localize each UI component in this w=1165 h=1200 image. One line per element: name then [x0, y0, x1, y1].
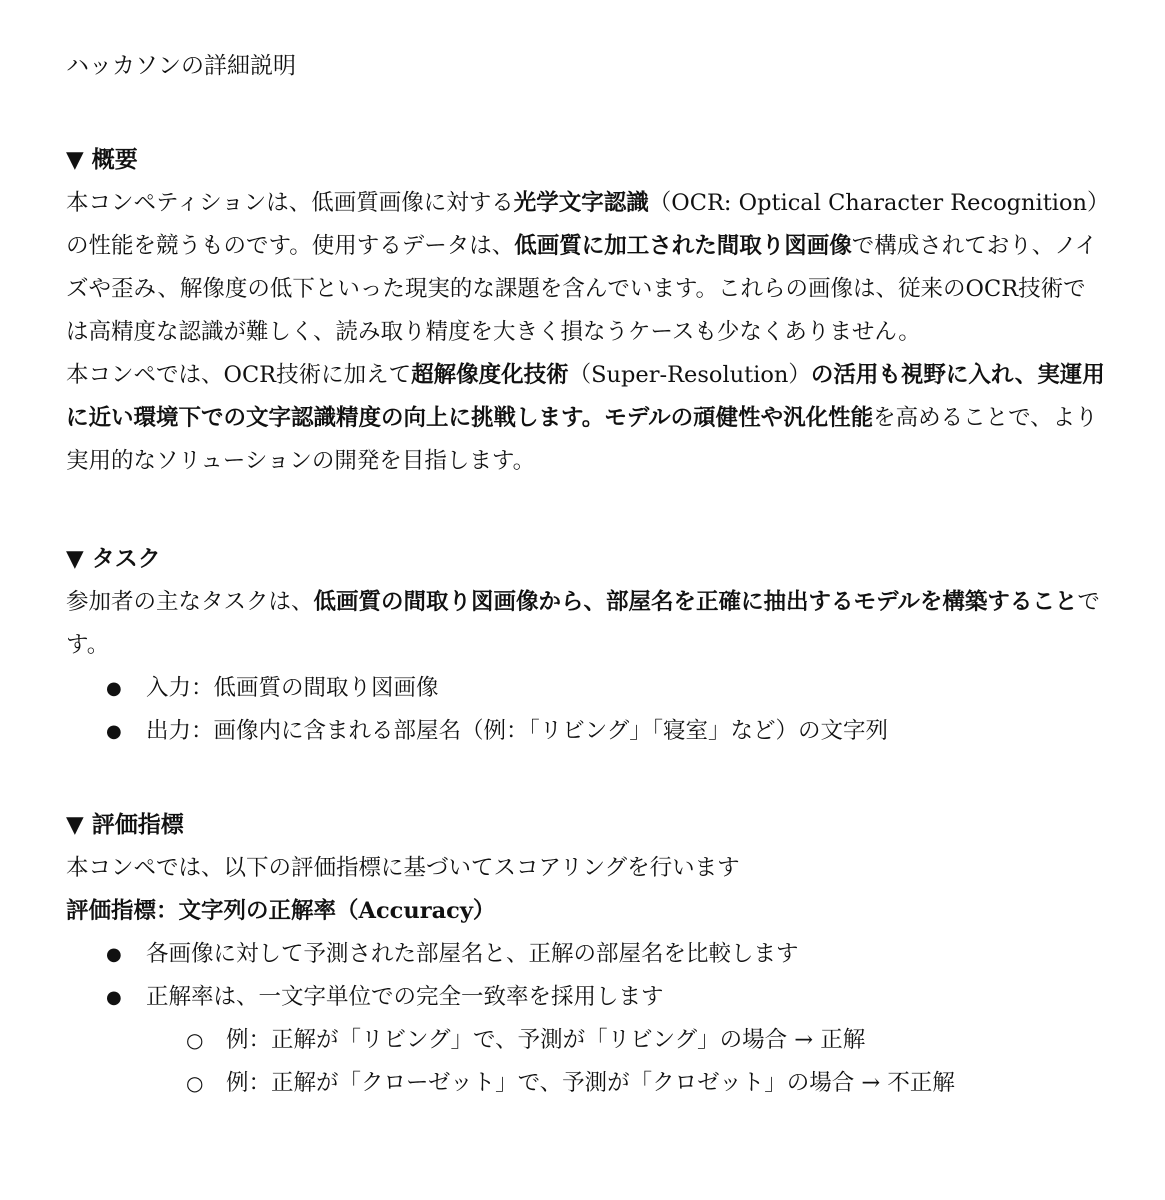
overview-paragraph-2: [66, 354, 1106, 483]
bullet-icon: ●: [106, 721, 122, 742]
text-run: 参加者の主なタスクは、: [66, 589, 314, 615]
sub-list-item: [66, 1062, 1106, 1105]
task-heading: ▼ タスク: [66, 545, 161, 572]
evaluation-metric: [66, 890, 1106, 933]
circle-bullet-icon: ○: [186, 1071, 204, 1095]
document-title: ハッカソンの詳細説明: [66, 53, 296, 79]
document: [66, 46, 1106, 1105]
text-run: を高めることで、より実用的なソリューションの開発を目指します。: [66, 405, 1098, 474]
bullet-icon: ●: [106, 944, 122, 965]
evaluation-intro: 本コンペでは、以下の評価指標に基づいてスコアリングを行います: [66, 855, 740, 881]
text-run: です。: [66, 589, 1100, 658]
section-task: [66, 537, 1106, 753]
list-item: [66, 710, 1106, 753]
text-run-bold: の活用も視野に入れ、実運用に近い環境下での文字認識精度の向上に挑戦します。モデルの頑健性や汎化性能: [66, 362, 1105, 431]
text-run: （OCR: Optical Character Recognition）の性能を競うものです。使用するデータは、: [66, 190, 1099, 259]
section-evaluation: [66, 803, 1106, 1105]
text-run: で構成されており、ノイズや歪み、解像度の低下といった現実的な課題を含んでいます。これらの画像は、従来のOCR技術では高精度な認識が難しく、読み取り精度を大きく損なうケースも少なくありません。: [66, 233, 1098, 345]
evaluation-heading: ▼ 評価指標: [66, 811, 184, 838]
bullet-icon: ●: [106, 678, 122, 699]
list-item: [66, 667, 1106, 710]
text-run: （Super-Resolution）: [568, 362, 811, 388]
text-run: 本コンペティションは、低画質画像に対する: [66, 190, 514, 216]
circle-bullet-icon: ○: [186, 1028, 204, 1052]
list-item: [66, 976, 1106, 1019]
sub-list-item: [66, 1019, 1106, 1062]
list-item-text: 各画像に対して予測された部屋名と、正解の部屋名を比較します: [146, 941, 799, 967]
list-item-text: 正解率は、一文字単位での完全一致率を採用します: [146, 984, 664, 1010]
task-paragraph: [66, 581, 1106, 667]
evaluation-bullet-list: [66, 933, 1106, 1019]
task-bullet-list: [66, 667, 1106, 753]
text-run-bold: 低画質の間取り図画像から、部屋名を正確に抽出するモデルを構築すること: [313, 589, 1078, 615]
overview-paragraph-1: [66, 182, 1106, 354]
evaluation-sub-list: [66, 1019, 1106, 1105]
list-item-text: 出力：画像内に含まれる部屋名（例：「リビング」「寝室」など）の文字列: [146, 718, 889, 744]
metric-label: 評価指標：文字列の正解率（Accuracy）: [66, 898, 496, 924]
sub-list-item-text: 例：正解が「リビング」で、予測が「リビング」の場合 → 正解: [226, 1027, 866, 1053]
list-item: [66, 933, 1106, 976]
text-run-bold: 超解像度化技術: [411, 362, 569, 388]
sub-list-item-text: 例：正解が「クローゼット」で、予測が「クロゼット」の場合 → 不正解: [226, 1070, 955, 1096]
list-item-text: 入力：低画質の間取り図画像: [146, 675, 439, 701]
text-run-bold: 低画質に加工された間取り図画像: [514, 233, 852, 259]
text-run: 本コンペでは、OCR技術に加えて: [66, 362, 412, 388]
overview-heading: ▼ 概要: [66, 146, 138, 173]
text-run-bold: 光学文字認識: [513, 190, 649, 216]
section-overview: [66, 138, 1106, 483]
bullet-icon: ●: [106, 987, 122, 1008]
